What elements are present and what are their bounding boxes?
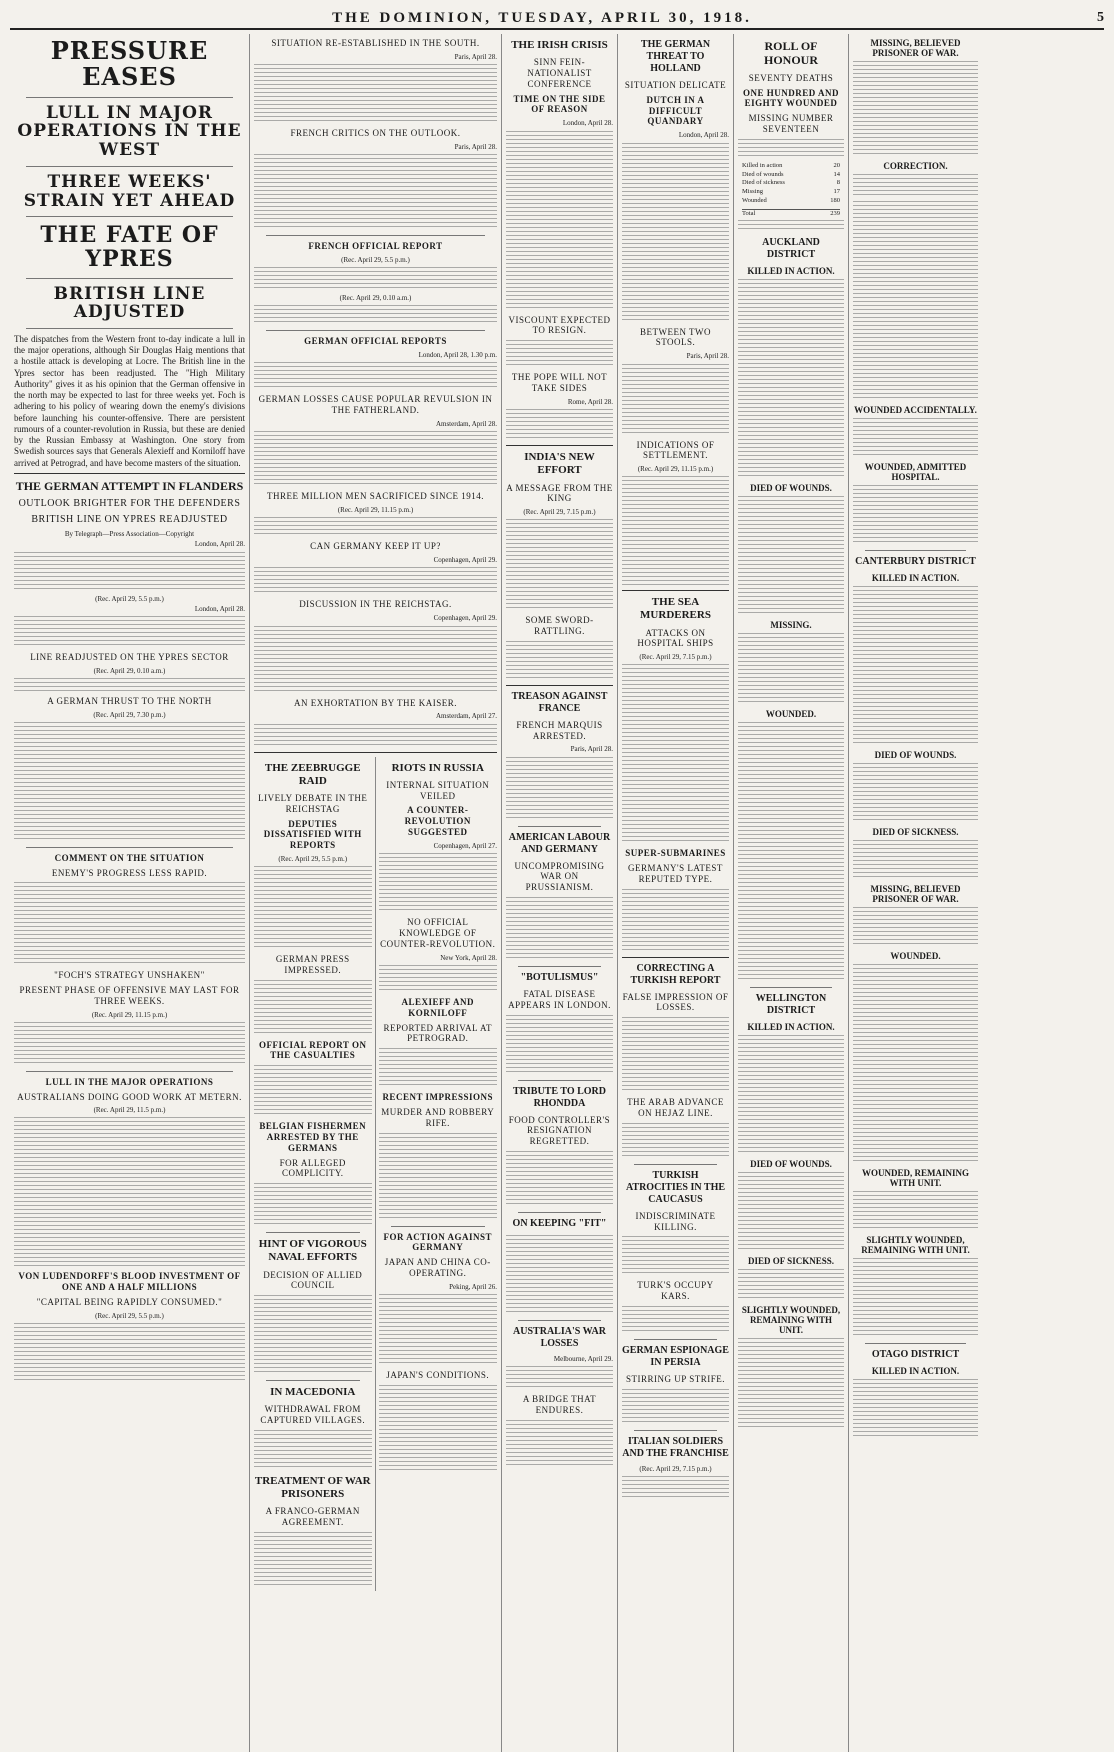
subhead-indiscriminate: INDISCRIMINATE KILLING. <box>635 1210 716 1232</box>
summary-row-label: Died of wounds <box>742 170 784 178</box>
text-block <box>254 154 497 230</box>
intro-paragraph: The dispatches from the Western front to-day indicate a lull in the major operations, although Sir Douglas Haig mentions that a hostile attack is developing at Locre. The British line in the Ypres sector has been readjusted. The "High Military Authority" gives it as his opinion that the German offensive in the north may be expected to last for three weeks yet. Foch is adhering to his policy of wearing down the enemy's divisions before launching his counter-offensive. There are persistent rumours of a counter-revolution in Russia, but these are denied by the Russian Embassy at Washington. One story from Swedish sources says that Generals Alexieff and Korniloff have arrived at Petrograd, and have become masters of the situation. <box>14 333 245 468</box>
text-block <box>622 143 729 323</box>
dateline: (Rec. April 29, 11.5 p.m.) <box>93 1106 166 1115</box>
text-block <box>379 1294 498 1366</box>
rule <box>26 278 233 279</box>
column-irish-crisis <box>502 34 618 1752</box>
headline-turkish-atrocities: TURKISH ATROCITIES IN THE CAUCASUS <box>625 1169 726 1205</box>
dateline: (Rec. April 29, 5.5 p.m.) <box>95 1311 164 1320</box>
subhead-false-impression: FALSE IMPRESSION OF LOSSES. <box>622 991 729 1013</box>
subhead-marquis: FRENCH MARQUIS ARRESTED. <box>516 719 603 741</box>
headline-irish-crisis: THE IRISH CRISIS <box>511 39 608 51</box>
rule <box>506 445 613 446</box>
section-wounded: WOUNDED. <box>890 951 941 961</box>
section-died-wounds: DIED OF WOUNDS. <box>750 1158 832 1169</box>
column-2-split <box>254 757 497 1591</box>
text-block <box>14 678 245 692</box>
text-block <box>622 664 729 844</box>
byline: By Telegraph—Press Association—Copyright <box>64 530 195 539</box>
summary-total-label: Total <box>742 209 756 217</box>
text-block <box>254 64 497 124</box>
dateline: Copenhagen, April 29. <box>433 614 497 623</box>
summary-row-value: 20 <box>833 161 840 169</box>
text-block <box>853 964 978 1164</box>
text-block <box>254 305 497 325</box>
rule <box>865 550 966 551</box>
dateline: London, April 28. <box>678 131 729 140</box>
rule <box>266 1232 360 1233</box>
subhead-japan-china: JAPAN AND CHINA CO-OPERATING. <box>384 1257 491 1279</box>
summary-row-label: Missing <box>742 188 763 196</box>
text-block <box>506 757 613 821</box>
section-missing-prisoner: MISSING, BELIEVED PRISONER OF WAR. <box>870 884 961 904</box>
headline-canterbury: CANTERBURY DISTRICT <box>855 556 976 567</box>
section-died-wounds: DIED OF WOUNDS. <box>874 750 957 760</box>
text-block <box>379 853 498 913</box>
dateline: London, April 28. <box>194 604 245 613</box>
headline-treason: TREASON AGAINST FRANCE <box>511 690 608 714</box>
section-slightly-wounded: SLIGHTLY WOUNDED, REMAINING WITH UNIT. <box>861 1235 970 1255</box>
subhead-action-germany: FOR ACTION AGAINST GERMANY <box>383 1231 493 1253</box>
text-block <box>506 897 613 961</box>
text-block <box>853 763 978 823</box>
rule <box>634 1164 717 1165</box>
russia-column <box>376 757 498 1591</box>
text-block <box>622 1123 729 1159</box>
text-block <box>738 1035 844 1155</box>
text-block <box>622 1017 729 1093</box>
section-killed: KILLED IN ACTION. <box>871 573 960 583</box>
headline-macedonia: IN MACEDONIA <box>270 1386 356 1399</box>
masthead-title: THE DOMINION, TUESDAY, APRIL 30, 1918. <box>332 9 752 26</box>
dateline: (Rec. April 29, 5.5 p.m.) <box>278 855 348 864</box>
text-block <box>853 485 978 545</box>
text-block <box>379 965 498 993</box>
text-block <box>506 1366 613 1390</box>
subhead-super-submarines: SUPER-SUBMARINES <box>625 848 726 859</box>
dateline: London, April 28. <box>194 540 245 549</box>
subhead-sinn-fein: SINN FEIN-NATIONALIST CONFERENCE <box>527 57 592 89</box>
text-block <box>14 552 245 592</box>
columns <box>10 34 1104 1752</box>
summary-row-label: Died of sickness <box>742 179 785 187</box>
text-block <box>254 724 497 748</box>
text-block <box>254 980 372 1036</box>
subhead-food-controller: FOOD CONTROLLER'S RESIGNATION REGRETTED. <box>508 1114 611 1147</box>
rule <box>266 235 485 236</box>
text-block <box>506 409 613 441</box>
section-killed: KILLED IN ACTION. <box>871 1366 960 1376</box>
subhead-fatal-disease: FATAL DISEASE APPEARS IN LONDON. <box>508 989 611 1010</box>
dateline: Paris, April 28. <box>454 52 497 61</box>
subhead-french-official: FRENCH OFFICIAL REPORT <box>308 241 443 252</box>
text-block <box>738 1172 844 1252</box>
text-block <box>254 626 497 694</box>
dateline: (Rec. April 29, 0.10 a.m.) <box>339 294 412 303</box>
rule <box>254 752 497 753</box>
column-casualty-lists <box>849 34 982 1752</box>
text-block <box>738 1338 844 1428</box>
section-died-sickness: DIED OF SICKNESS. <box>872 827 959 837</box>
summary-row-label: Wounded <box>742 196 767 204</box>
text-block <box>379 1048 498 1088</box>
text-block <box>622 889 729 953</box>
subhead-no-knowledge: NO OFFICIAL KNOWLEDGE OF COUNTER-REVOLUTION. <box>380 917 496 949</box>
headline-espionage-persia: GERMAN ESPIONAGE IN PERSIA <box>622 1344 729 1368</box>
subhead-german-press: GERMAN PRESS IMPRESSED. <box>275 954 350 975</box>
section-missing: MISSING. <box>770 619 812 630</box>
text-block <box>254 866 372 950</box>
subhead-kaiser: AN EXHORTATION BY THE KAISER. <box>294 697 457 708</box>
subhead-line-readjusted-ypres: LINE READJUSTED ON THE YPRES SECTOR <box>30 652 229 663</box>
subhead-complicity: FOR ALLEGED COMPLICITY. <box>279 1157 346 1179</box>
rule <box>634 1430 717 1431</box>
text-block <box>622 1236 729 1276</box>
subhead-australians: AUSTRALIANS DOING GOOD WORK AT METERN. <box>17 1091 242 1102</box>
subhead-outlook: OUTLOOK BRIGHTER FOR THE DEFENDERS <box>18 498 241 510</box>
dateline: Amsterdam, April 28. <box>435 419 497 428</box>
dateline: (Rec. April 29, 11.15 p.m.) <box>637 465 714 474</box>
masthead <box>10 8 1104 30</box>
dateline: (Rec. April 29, 7.15 p.m.) <box>523 508 596 517</box>
subhead-arrival-petrograd: REPORTED ARRIVAL AT PETROGRAD. <box>383 1022 492 1044</box>
headline-british-line: BRITISH LINE ADJUSTED <box>53 283 206 323</box>
dateline: (Rec. April 29, 7.15 p.m.) <box>639 1464 712 1473</box>
subhead-counter-revolution: A COUNTER-REVOLUTION SUGGESTED <box>404 805 471 838</box>
dateline: Copenhagen, April 27. <box>433 841 497 850</box>
section-died-wounds: DIED OF WOUNDS. <box>750 482 832 493</box>
text-block <box>506 1015 613 1075</box>
text-block <box>14 722 245 842</box>
subhead-allied-council: DECISION OF ALLIED COUNCIL <box>263 1269 363 1291</box>
summary-row-label: Killed in action <box>742 161 783 169</box>
text-block <box>738 220 844 232</box>
headline-italian-soldiers: ITALIAN SOLDIERS AND THE FRANCHISE <box>622 1435 729 1459</box>
subhead-hospital-ships: ATTACKS ON HOSPITAL SHIPS <box>637 627 714 649</box>
column-western-reports <box>250 34 502 1752</box>
section-wounded-accidentally: WOUNDED ACCIDENTALLY. <box>854 405 977 415</box>
dateline: (Rec. April 29, 7.15 p.m.) <box>639 653 712 662</box>
rule <box>622 957 729 958</box>
headline-india: INDIA'S NEW EFFORT <box>524 451 595 477</box>
text-block <box>14 1117 245 1267</box>
subhead-foch-strategy: "FOCH'S STRATEGY UNSHAKEN" <box>54 970 205 981</box>
section-wounded-remaining: WOUNDED, REMAINING WITH UNIT. <box>861 1168 969 1188</box>
subhead-german-losses: GERMAN LOSSES CAUSE POPULAR REVULSION IN THE FATHERLAND. <box>258 394 493 416</box>
subhead-bridge: A BRIDGE THAT ENDURES. <box>522 1394 597 1416</box>
headline-australia-losses: AUSTRALIA'S WAR LOSSES <box>513 1326 606 1350</box>
rule <box>266 1380 360 1381</box>
subhead-situation-south: SITUATION RE-ESTABLISHED IN THE SOUTH. <box>271 38 480 48</box>
subhead-lull-major: LULL IN THE MAJOR OPERATIONS <box>45 1076 214 1087</box>
section-wounded: WOUNDED. <box>765 708 817 719</box>
section-slightly-wounded: SLIGHTLY WOUNDED, REMAINING WITH UNIT. <box>741 1304 841 1335</box>
subhead-japans-conditions: JAPAN'S CONDITIONS. <box>386 1370 490 1381</box>
text-block <box>254 1065 372 1117</box>
rule <box>518 1320 601 1321</box>
dateline: (Rec. April 29, 11.15 p.m.) <box>337 506 414 515</box>
subhead-latest-type: GERMANY'S LATEST REPUTED TYPE. <box>628 862 723 884</box>
text-block <box>622 476 729 586</box>
rule <box>26 1071 233 1072</box>
casualty-summary-table <box>742 162 840 206</box>
subhead-present-phase: PRESENT PHASE OF OFFENSIVE MAY LAST FOR THREE WEEKS. <box>19 985 240 1006</box>
headline-naval-efforts: HINT OF VIGOROUS NAVAL EFFORTS <box>258 1238 367 1264</box>
subhead-belgian-fishermen: BELGIAN FISHERMEN ARRESTED BY THE GERMANS <box>259 1121 367 1153</box>
subhead-uncompromising: UNCOMPROMISING WAR ON PRUSSIANISM. <box>514 860 605 893</box>
section-died-sickness: DIED OF SICKNESS. <box>748 1255 834 1266</box>
headline-war-prisoners: TREATMENT OF WAR PRISONERS <box>254 1474 371 1501</box>
summary-row-value: 8 <box>836 179 840 187</box>
rule <box>26 166 233 167</box>
subhead-german-official: GERMAN OFFICIAL REPORTS <box>304 336 447 347</box>
headline-german-attempt: THE GERMAN ATTEMPT IN FLANDERS <box>15 478 244 493</box>
subhead-recent-impressions: RECENT IMPRESSIONS <box>382 1092 494 1103</box>
rule <box>26 216 233 217</box>
text-block <box>853 907 978 947</box>
text-block <box>254 517 497 537</box>
summary-row-value: 14 <box>833 170 840 178</box>
rule <box>634 1339 717 1340</box>
text-block <box>853 418 978 458</box>
section-missing-prisoner: MISSING, BELIEVED PRISONER OF WAR. <box>870 38 961 58</box>
dateline: (Rec. April 29, 5.5 p.m.) <box>341 256 410 265</box>
text-block <box>853 61 978 157</box>
text-block <box>738 1269 844 1301</box>
headline-sea-murderers: THE SEA MURDERERS <box>640 596 711 622</box>
text-block <box>254 567 497 595</box>
zeebrugge-column <box>254 757 376 1591</box>
rule <box>26 847 233 848</box>
subhead-casualties: OFFICIAL REPORT ON THE CASUALTIES <box>258 1039 367 1061</box>
section-wounded-admitted: WOUNDED, ADMITTED HOSPITAL. <box>864 462 967 482</box>
subhead-keep-it-up: CAN GERMANY KEEP IT UP? <box>310 541 441 552</box>
subhead-german-thrust: A GERMAN THRUST TO THE NORTH <box>47 695 212 706</box>
text-block <box>738 279 844 479</box>
column-holland <box>618 34 734 1752</box>
text-block <box>738 496 844 616</box>
dateline: Paris, April 28. <box>454 142 497 151</box>
dateline: Paris, April 28. <box>686 352 729 361</box>
summary-total-row <box>742 209 840 217</box>
summary-row-value: 17 <box>833 188 840 196</box>
subhead-alexieff: ALEXIEFF AND KORNILOFF <box>401 997 474 1018</box>
dateline: London, April 28, 1.30 p.m. <box>418 350 497 359</box>
subhead-message-king: A MESSAGE FROM THE KING <box>506 482 613 504</box>
subhead-enemy-progress: ENEMY'S PROGRESS LESS RAPID. <box>51 867 208 878</box>
subhead-settlement: INDICATIONS OF SETTLEMENT. <box>636 439 715 461</box>
summary-total-value: 239 <box>830 209 840 217</box>
subhead-viscount: VISCOUNT EXPECTED TO RESIGN. <box>508 314 611 336</box>
headline-lull: LULL IN MAJOR OPERATIONS IN THE WEST <box>17 102 242 161</box>
rule <box>622 590 729 591</box>
headline-german-threat: THE GERMAN THREAT TO HOLLAND <box>640 39 711 74</box>
subhead-stirring-strife: STIRRING UP STRIFE. <box>626 1373 725 1384</box>
text-block <box>622 1476 729 1500</box>
headline-riots-russia: RIOTS IN RUSSIA <box>391 761 484 774</box>
text-block <box>853 1258 978 1338</box>
rule <box>26 97 233 98</box>
rule <box>518 1080 601 1081</box>
text-block <box>853 840 978 880</box>
headline-fate-of-ypres: THE FATE OF YPRES <box>40 222 219 273</box>
text-block <box>14 1022 245 1066</box>
text-block <box>506 1235 613 1315</box>
subhead-comment: COMMENT ON THE SITUATION <box>54 852 205 863</box>
text-block <box>14 616 245 648</box>
text-block <box>254 431 497 487</box>
text-block <box>379 1385 498 1473</box>
text-block <box>254 1295 372 1375</box>
text-block <box>622 1306 729 1334</box>
text-block <box>853 1191 978 1231</box>
dateline: Amsterdam, April 27. <box>435 712 497 721</box>
text-block <box>254 267 497 291</box>
rule <box>266 330 485 331</box>
subhead-time-reason: TIME ON THE SIDE OF REASON <box>513 93 606 115</box>
subhead-reichstag: DISCUSSION IN THE REICHSTAG. <box>299 599 452 610</box>
subhead-sword-rattling: SOME SWORD-RATTLING. <box>525 615 594 636</box>
rule <box>518 826 601 827</box>
summary-row <box>742 188 840 197</box>
headline-otago: OTAGO DISTRICT <box>871 1349 960 1360</box>
section-killed: KILLED IN ACTION. <box>747 265 835 276</box>
subhead-withdrawal: WITHDRAWAL FROM CAPTURED VILLAGES. <box>260 1404 366 1426</box>
page-number: 5 <box>1097 10 1104 25</box>
subhead-dutch-quandary: DUTCH IN A DIFFICULT QUANDARY <box>646 94 705 127</box>
summary-row <box>742 197 840 206</box>
headline-wellington: WELLINGTON DISTRICT <box>755 992 827 1016</box>
text-block <box>506 641 613 681</box>
subhead-three-million: THREE MILLION MEN SACRIFICED SINCE 1914. <box>267 491 484 502</box>
headline-auckland: AUCKLAND DISTRICT <box>762 236 820 260</box>
rule <box>26 328 233 329</box>
dateline: Rome, April 28. <box>567 397 613 406</box>
headline-rhondda: TRIBUTE TO LORD RHONDDA <box>513 1085 606 1109</box>
text-block <box>622 1389 729 1425</box>
headline-turkish-report: CORRECTING A TURKISH REPORT <box>630 962 721 986</box>
text-block <box>506 519 613 611</box>
headline-zeebrugge: THE ZEEBRUGGE RAID <box>264 761 361 787</box>
section-killed: KILLED IN ACTION. <box>747 1021 835 1032</box>
column-roll-of-honour <box>734 34 849 1752</box>
text-block <box>254 1430 372 1470</box>
dateline: London, April 28. <box>562 119 613 128</box>
text-block <box>254 362 497 390</box>
headline-pressure-eases: PRESSURE EASES <box>50 36 209 92</box>
text-block <box>622 364 729 436</box>
rule <box>518 1212 601 1213</box>
subhead-line-readjusted: BRITISH LINE ON YPRES READJUSTED <box>31 514 228 526</box>
text-block <box>853 201 978 401</box>
text-block <box>738 722 844 982</box>
headline-american-labour: AMERICAN LABOUR AND GERMANY <box>508 831 611 855</box>
headline-three-weeks: THREE WEEKS' STRAIN YET AHEAD <box>23 171 236 211</box>
text-block <box>853 1379 978 1439</box>
summary-row-value: 180 <box>830 196 840 204</box>
rule <box>14 473 245 474</box>
subhead-wounded-count: ONE HUNDRED AND EIGHTY WOUNDED <box>742 87 839 109</box>
subhead-pope: THE POPE WILL NOT TAKE SIDES <box>511 372 608 393</box>
subhead-ludendorff: VON LUDENDORFF'S BLOOD INVESTMENT OF ONE AND A HALF MILLIONS <box>18 1271 241 1293</box>
headline-roll-of-honour: ROLL OF HONOUR <box>764 39 818 68</box>
subhead-lively-debate: LIVELY DEBATE IN THE REICHSTAG <box>258 793 368 814</box>
summary-row <box>742 162 840 171</box>
text-block <box>254 1183 372 1227</box>
summary-row <box>742 179 840 188</box>
text-block <box>738 139 844 159</box>
rule <box>865 1343 966 1344</box>
text-block <box>379 1133 498 1221</box>
text-block <box>738 633 844 705</box>
headline-botulismus: "BOTULISMUS" <box>520 972 599 984</box>
text-block <box>14 1323 245 1383</box>
text-block <box>14 882 245 966</box>
subhead-two-stools: BETWEEN TWO STOOLS. <box>639 326 712 348</box>
summary-row <box>742 171 840 180</box>
text-block <box>506 340 613 368</box>
headline-keeping-fit: ON KEEPING "FIT" <box>512 1218 607 1230</box>
subhead-occupy-kars: TURK'S OCCUPY KARS. <box>637 1280 714 1302</box>
rule <box>518 966 601 967</box>
dateline: Paris, April 28. <box>570 745 613 754</box>
dateline: (Rec. April 29, 11.15 p.m.) <box>91 1010 168 1019</box>
section-correction: CORRECTION. <box>883 161 948 171</box>
dateline: (Rec. April 29, 7.30 p.m.) <box>93 710 166 719</box>
dateline: (Rec. April 29, 0.10 a.m.) <box>93 666 166 675</box>
text-block <box>853 174 978 198</box>
dateline: (Rec. April 29, 5.5 p.m.) <box>95 594 164 603</box>
text-block <box>254 1532 372 1588</box>
text-block <box>506 1420 613 1468</box>
text-block <box>853 586 978 746</box>
subhead-seventy-deaths: SEVENTY DEATHS <box>748 72 834 83</box>
subhead-murder-robbery: MURDER AND ROBBERY RIFE. <box>381 1107 495 1128</box>
dateline: New York, April 28. <box>440 953 497 962</box>
subhead-franco-german: A FRANCO-GERMAN AGREEMENT. <box>265 1506 360 1528</box>
rule <box>391 1226 486 1227</box>
subhead-missing-count: MISSING NUMBER SEVENTEEN <box>748 113 834 134</box>
column-pressure-eases <box>10 34 250 1752</box>
subhead-arab-advance: THE ARAB ADVANCE ON HEJAZ LINE. <box>627 1097 724 1118</box>
subhead-deputies: DEPUTIES DISSATISFIED WITH REPORTS <box>263 818 362 851</box>
text-block <box>506 1151 613 1207</box>
rule <box>750 987 832 988</box>
subhead-capital: "CAPITAL BEING RAPIDLY CONSUMED." <box>36 1296 223 1307</box>
text-block <box>506 131 613 311</box>
dateline: Copenhagen, April 29. <box>433 555 497 564</box>
subhead-french-critics: FRENCH CRITICS ON THE OUTLOOK. <box>290 128 461 139</box>
rule <box>506 685 613 686</box>
dateline: Melbourne, April 29. <box>553 1355 613 1364</box>
subhead-delicate: SITUATION DELICATE <box>624 80 727 90</box>
dateline: Peking, April 26. <box>449 1282 497 1291</box>
subhead-internal-situation: INTERNAL SITUATION VEILED <box>386 779 490 801</box>
